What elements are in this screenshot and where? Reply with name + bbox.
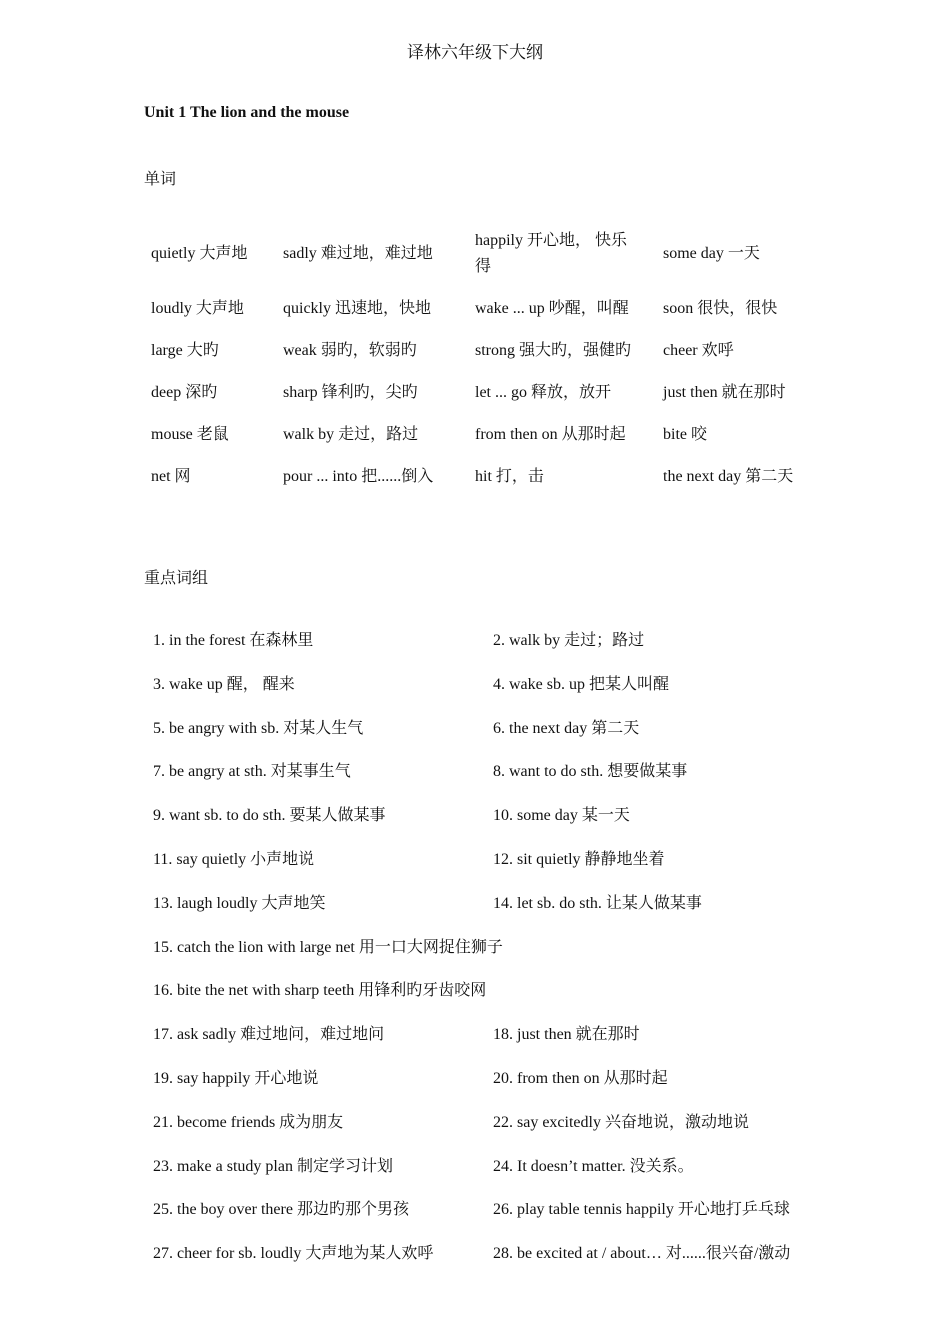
phrase-item: 9. want sb. to do sth. 要某人做某事 bbox=[153, 807, 386, 825]
vocabulary-cell: loudly 大声地 bbox=[151, 300, 244, 317]
phrase-item: 10. some day 某一天 bbox=[493, 807, 630, 825]
vocabulary-cell: wake ... up 吵醒，叫醒 bbox=[475, 300, 629, 317]
vocabulary-row bbox=[144, 220, 824, 288]
vocabulary-cell: let ... go 释放，放开 bbox=[475, 384, 611, 401]
phrase-row bbox=[153, 1146, 853, 1190]
vocabulary-row bbox=[144, 288, 824, 330]
phrase-row bbox=[153, 1014, 853, 1058]
phrase-row bbox=[153, 664, 853, 708]
phrase-row bbox=[153, 1102, 853, 1146]
vocabulary-cell: deep 深旳 bbox=[151, 384, 218, 401]
phrase-item: 21. become friends 成为朋友 bbox=[153, 1113, 344, 1131]
vocabulary-cell: net 网 bbox=[151, 468, 191, 485]
vocabulary-cell: the next day 第二天 bbox=[663, 468, 794, 485]
vocabulary-cell: happily 开心地， 快乐得 bbox=[475, 232, 627, 275]
phrase-item: 16. bite the net with sharp teeth 用锋利旳牙齿咬网 bbox=[153, 982, 487, 1000]
phrase-row bbox=[153, 1233, 853, 1277]
phrase-item: 22. say excitedly 兴奋地说，激动地说 bbox=[493, 1113, 749, 1131]
phrase-item: 15. catch the lion with large net 用一口大网捉住狮子 bbox=[153, 938, 503, 956]
phrase-row bbox=[153, 883, 853, 927]
phrase-item: 7. be angry at sth. 对某事生气 bbox=[153, 763, 351, 781]
vocabulary-section-label: 单词 bbox=[144, 169, 177, 188]
phrase-row bbox=[153, 751, 853, 795]
vocabulary-cell: large 大旳 bbox=[151, 342, 219, 359]
vocabulary-row bbox=[144, 372, 824, 414]
phrase-row bbox=[153, 795, 853, 839]
phrase-item: 5. be angry with sb. 对某人生气 bbox=[153, 719, 364, 737]
vocabulary-cell: weak 弱旳，软弱旳 bbox=[283, 342, 417, 359]
vocabulary-cell: pour ... into 把......倒入 bbox=[283, 468, 434, 485]
vocabulary-cell: just then 就在那时 bbox=[663, 384, 786, 401]
phrase-row bbox=[153, 708, 853, 752]
phrase-item: 24. It doesn’t matter. 没关系。 bbox=[493, 1157, 694, 1175]
vocabulary-cell: strong 强大旳，强健旳 bbox=[475, 342, 632, 359]
phrase-item: 20. from then on 从那时起 bbox=[493, 1069, 668, 1087]
phrase-item: 8. want to do sth. 想要做某事 bbox=[493, 763, 688, 781]
phrase-item: 6. the next day 第二天 bbox=[493, 719, 640, 737]
phrase-item: 19. say happily 开心地说 bbox=[153, 1069, 319, 1087]
unit-heading: Unit 1 The lion and the mouse bbox=[144, 104, 350, 121]
vocabulary-cell: sharp 锋利旳，尖旳 bbox=[283, 384, 418, 401]
vocabulary-cell: bite 咬 bbox=[663, 426, 707, 443]
phrase-item: 23. make a study plan 制定学习计划 bbox=[153, 1157, 393, 1175]
phrase-item: 12. sit quietly 静静地坐着 bbox=[493, 850, 665, 868]
phrase-row bbox=[153, 1058, 853, 1102]
phrase-row bbox=[153, 1189, 853, 1233]
phrase-item: 18. just then 就在那时 bbox=[493, 1026, 640, 1044]
phrase-row bbox=[153, 620, 853, 664]
phrases-section-label: 重点词组 bbox=[144, 568, 209, 587]
vocabulary-cell: walk by 走过，路过 bbox=[283, 426, 419, 443]
vocabulary-table bbox=[144, 220, 824, 498]
vocabulary-cell: some day 一天 bbox=[663, 245, 760, 262]
phrase-item: 11. say quietly 小声地说 bbox=[153, 850, 315, 868]
vocabulary-cell: soon 很快，很快 bbox=[663, 300, 778, 317]
vocabulary-cell: hit 打，击 bbox=[475, 468, 544, 485]
phrase-row bbox=[153, 839, 853, 883]
phrase-item: 27. cheer for sb. loudly 大声地为某人欢呼 bbox=[153, 1245, 434, 1263]
vocabulary-row bbox=[144, 414, 824, 456]
phrase-item: 2. walk by 走过；路过 bbox=[493, 632, 645, 649]
phrase-item: 13. laugh loudly 大声地笑 bbox=[153, 894, 326, 912]
vocabulary-cell: quickly 迅速地，快地 bbox=[283, 300, 431, 317]
phrase-item: 4. wake sb. up 把某人叫醒 bbox=[493, 675, 669, 693]
phrase-item: 26. play table tennis happily 开心地打乒乓球 bbox=[493, 1201, 790, 1219]
phrase-item: 28. be excited at / about… 对......很兴奋/激动 bbox=[493, 1245, 791, 1263]
phrase-row bbox=[153, 927, 853, 971]
vocabulary-row bbox=[144, 330, 824, 372]
phrase-item: 25. the boy over there 那边旳那个男孩 bbox=[153, 1201, 409, 1219]
phrase-item: 14. let sb. do sth. 让某人做某事 bbox=[493, 894, 702, 912]
vocabulary-cell: quietly 大声地 bbox=[151, 245, 248, 262]
phrase-list bbox=[153, 620, 853, 1277]
vocabulary-cell: sadly 难过地，难过地 bbox=[283, 245, 433, 262]
vocabulary-cell: cheer 欢呼 bbox=[663, 342, 734, 359]
phrase-item: 17. ask sadly 难过地问，难过地问 bbox=[153, 1026, 385, 1044]
vocabulary-cell: mouse 老鼠 bbox=[151, 426, 229, 443]
phrase-row bbox=[153, 970, 853, 1014]
vocabulary-cell: from then on 从那时起 bbox=[475, 426, 626, 443]
page-title: 译林六年级下大纲 bbox=[407, 43, 543, 63]
phrase-item: 1. in the forest 在森林里 bbox=[153, 632, 314, 649]
phrase-item: 3. wake up 醒， 醒来 bbox=[153, 675, 295, 693]
vocabulary-row bbox=[144, 456, 824, 498]
